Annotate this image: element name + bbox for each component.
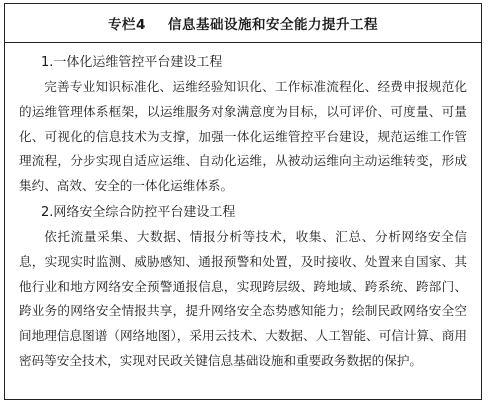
box-content: [5, 43, 481, 374]
section-heading-1: 1.一体化运维管控平台建设工程: [41, 55, 223, 70]
section-heading-2: 2.网络安全综合防控平台建设工程: [41, 204, 236, 220]
feature-box: [4, 3, 482, 400]
section-body-2: 依托流量采集、大数据、情报分析等技术，收集、汇总、分析网络安全信息，实现实时监测、威胁感知、通报预警和处置，及时接收、处置来自国家、其他行业和地方网络安全预警通报信息，实现跨层级、跨地域、跨系统、跨部门、跨业务的网络安全情报共享，提升网络安全态势感知能力；绘制民政网络安全空间地理信息图谱（网络地图），采用云技术、大数据、人工智能、可信计算、商用密码等安全技术，实现对民政关键信息基础设施和重要政务数据的保护。: [19, 228, 467, 368]
box-number: 专栏4: [108, 17, 146, 33]
section-body-1: 完善专业知识标准化、运维经验知识化、工作标准流程化、经费申报规范化的运维管理体系框架，以运维服务对象满意度为目标，以可评价、可度量、可量化、可视化的信息技术为支撑，加强一体化运维管控平台建设，规范运维工作管理流程，分步实现自适应运维、自动化运维，从被动运维向主动运维转变，形成集约、高效、安全的一体化运维体系。: [19, 79, 467, 194]
box-header: [5, 4, 481, 43]
box-title: 信息基础设施和安全能力提升工程: [167, 17, 378, 33]
